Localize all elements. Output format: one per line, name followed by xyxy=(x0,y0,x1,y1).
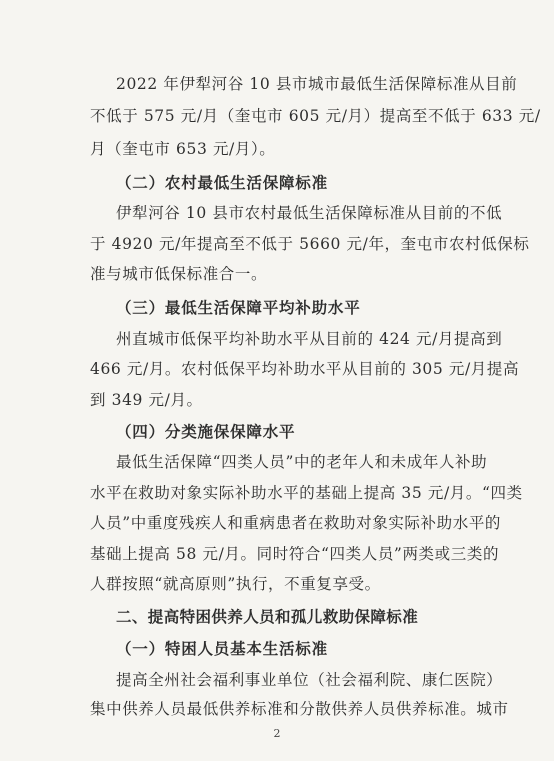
text-line: 466 元/月。农村低保平均补助水平从目前的 305 元/月提高 xyxy=(90,360,520,378)
text-line: 到 349 元/月。 xyxy=(90,391,203,409)
text-line: 水平在救助对象实际补助水平的基础上提高 35 元/月。“四类 xyxy=(90,484,523,502)
text-line: 提高全州社会福利事业单位（社会福利院、康仁医院） xyxy=(116,671,503,689)
text-line: 于 4920 元/年提高至不低于 5660 元/年，奎屯市农村低保标 xyxy=(90,235,530,253)
text-line: 人群按照“就高原则”执行，不重复享受。 xyxy=(90,575,381,593)
text-line: 人员”中重度残疾人和重病患者在救助对象实际补助水平的 xyxy=(90,514,502,532)
chapter-heading: 二、提高特困供养人员和孤儿救助保障标准 xyxy=(116,608,419,626)
text-line: 最低生活保障“四类人员”中的老年人和未成年人补助 xyxy=(116,453,488,471)
section-heading: （三）最低生活保障平均补助水平 xyxy=(116,298,361,317)
section-heading: （四）分类施保保障水平 xyxy=(116,422,296,441)
text-line: 集中供养人员最低供养标准和分散供养人员供养标准。城市 xyxy=(90,700,509,718)
text-line: 月（奎屯市 653 元/月）。 xyxy=(90,140,276,158)
text-line: 准与城市低保标准合一。 xyxy=(90,265,268,283)
text-line: 州直城市低保平均补助水平从目前的 424 元/月提高到 xyxy=(116,330,503,348)
section-heading: （一）特困人员基本生活标准 xyxy=(116,639,328,658)
text-line: 基础上提高 58 元/月。同时符合“四类人员”两类或三类的 xyxy=(90,545,500,563)
text-line: 不低于 575 元/月（奎屯市 605 元/月）提高至不低于 633 元/ xyxy=(90,107,541,125)
section-heading: （二）农村最低生活保障标准 xyxy=(116,173,328,192)
text-line: 伊犁河谷 10 县市农村最低生活保障标准从目前的不低 xyxy=(116,204,503,222)
text-line: 2022 年伊犁河谷 10 县市城市最低生活保障标准从目前 xyxy=(116,75,518,93)
page-number: 2 xyxy=(273,727,281,740)
